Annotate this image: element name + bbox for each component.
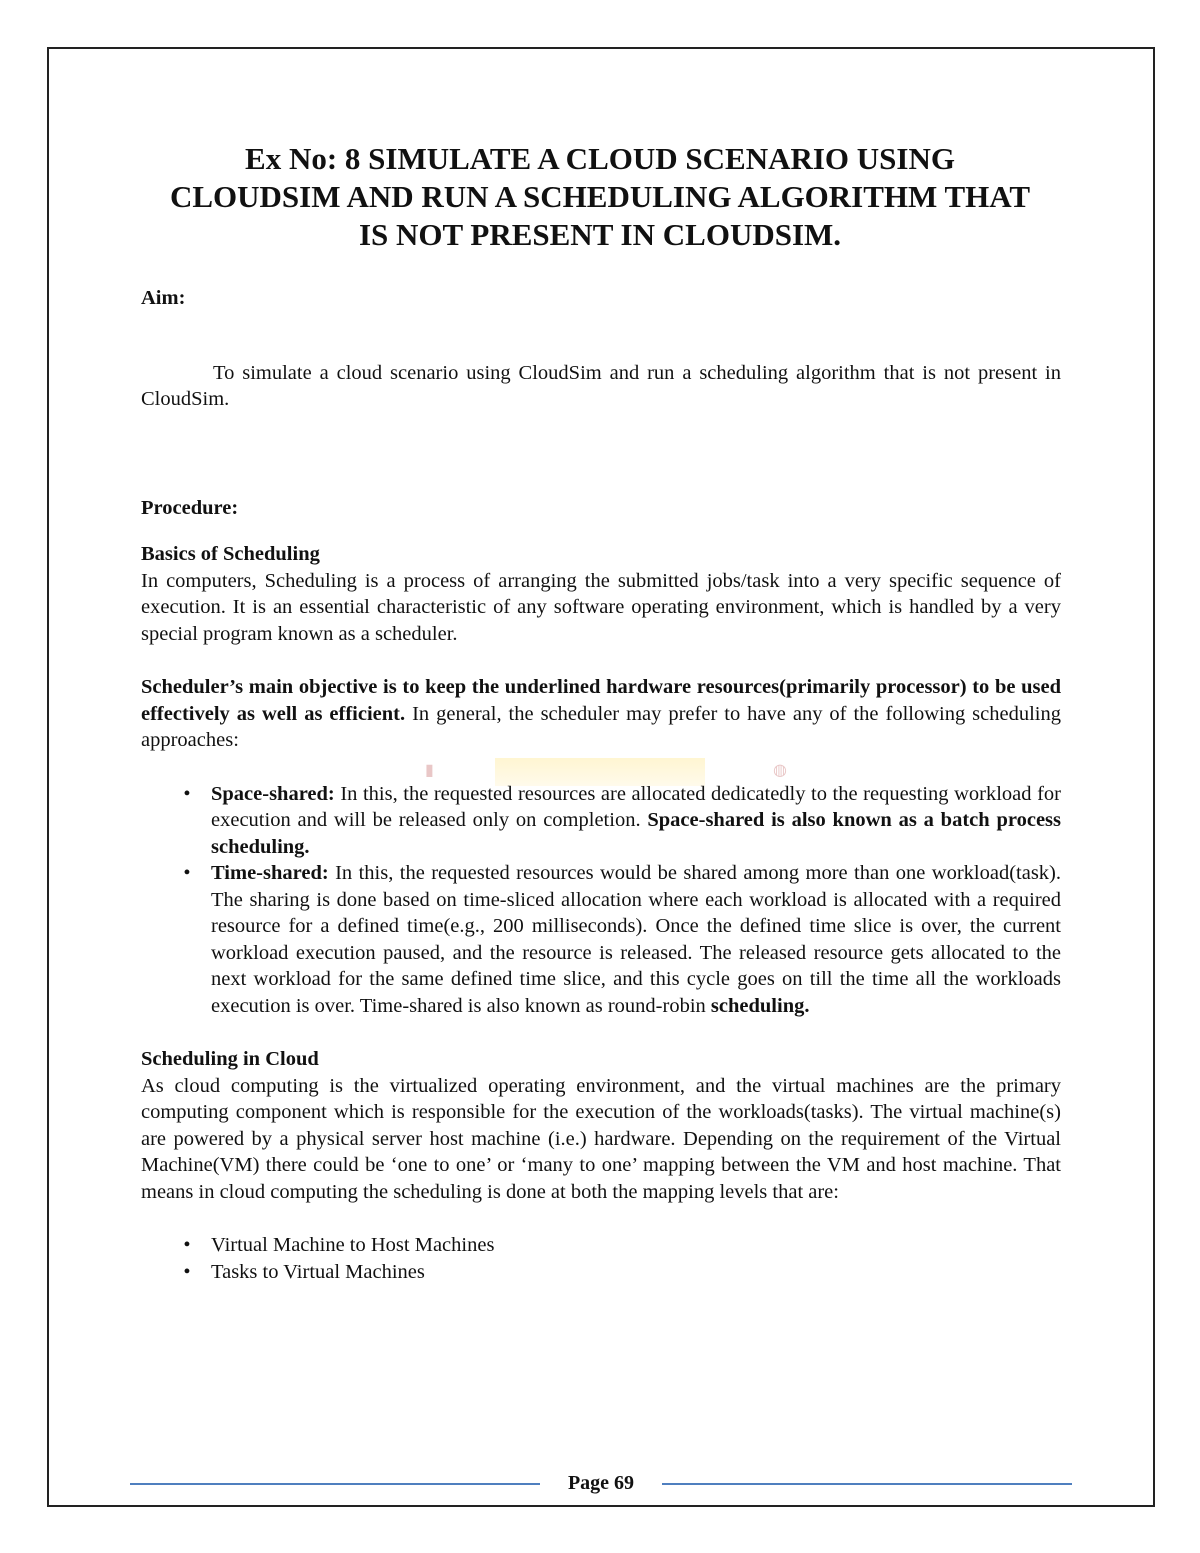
footer-rule-right [662, 1483, 1072, 1485]
document-body [141, 285, 1061, 1285]
aim-text: To simulate a cloud scenario using CloudSim and run a scheduling algorithm that is not present in CloudSim. [141, 361, 1061, 410]
basics-paragraph: In computers, Scheduling is a process of arranging the submitted jobs/task into a very specific sequence of execution. It is an essential characteristic of any software operating environment, which is handled by a very special program known as a scheduler. [141, 569, 1061, 645]
mapping-level-text: Virtual Machine to Host Machines [211, 1234, 495, 1256]
page-title [120, 140, 1080, 254]
time-shared-label: Time-shared: [211, 862, 329, 884]
time-shared-text: In this, the requested resources would be shared among more than one workload(task). The sharing is done based on time-sliced allocation where each workload is allocated with a required resource for a defined time(e.g., 200 milliseconds). Once the defined time slice is over, the current workload execution paused, and the resource is released. The released resource gets allocated to the next workload for the same defined time slice, and this cycle goes on till the time all the workloads execution is over. Time-shared is also known as round-robin [211, 862, 1061, 1017]
aim-heading: Aim: [141, 287, 186, 309]
list-item [183, 1232, 1061, 1259]
title-line-1: Ex No: 8 SIMULATE A CLOUD SCENARIO USING [245, 141, 955, 176]
bullet-icon: • [183, 1234, 191, 1256]
bullet-icon: • [183, 862, 191, 884]
mapping-level-text: Tasks to Virtual Machines [211, 1260, 425, 1283]
objective-rest-text: In general, the scheduler may prefer to have any of the following scheduling approaches: [141, 702, 1061, 751]
mapping-levels-list [141, 1232, 1061, 1285]
approaches-list [141, 781, 1061, 1020]
watermark-mark-right: ◍ [773, 762, 787, 779]
watermark-mark-left: ▮ [425, 762, 434, 779]
procedure-heading: Procedure: [141, 496, 239, 519]
title-line-2: CLOUDSIM AND RUN A SCHEDULING ALGORITHM THAT [169, 179, 1031, 214]
footer-rule-left [130, 1483, 540, 1485]
space-shared-bold-end: Space-shared is also known as a batch process scheduling. [211, 809, 1061, 858]
title-line-3: IS NOT PRESENT IN CLOUDSIM. [358, 217, 842, 252]
space-shared-label: Space-shared: [211, 782, 335, 805]
list-item-space-shared [183, 781, 1061, 861]
cloud-heading: Scheduling in Cloud [141, 1048, 319, 1070]
time-shared-bold-end: scheduling. [710, 994, 810, 1017]
space-shared-text: In this, the requested resources are allocated dedicatedly to the requesting workload for execution and will be released only on completion. [211, 782, 1061, 831]
cloud-paragraph: As cloud computing is the virtualized operating environment, and the virtual machines are the primary computing component which is responsible for the execution of the workloads(tasks). The virtual machine(s) are powered by a physical server host machine (i.e.) hardware. Depending on the requirement of the Virtual Machine(VM) there could be ‘one to one’ or ‘many to one’ mapping between the VM and host machine. That means in cloud computing the scheduling is done at both the mapping levels that are: [141, 1074, 1061, 1203]
objective-paragraph [141, 674, 1061, 754]
bullet-icon: • [183, 1260, 191, 1283]
bullet-icon: • [183, 782, 191, 805]
page-number: Page 69 [567, 1472, 635, 1494]
list-item-time-shared [183, 860, 1061, 1019]
objective-bold-text: Scheduler’s main objective is to keep the underlined hardware resources(primarily processor) to be used effectively as well as efficient. [141, 676, 1061, 725]
basics-heading: Basics of Scheduling [141, 543, 320, 565]
list-item [183, 1259, 1061, 1286]
